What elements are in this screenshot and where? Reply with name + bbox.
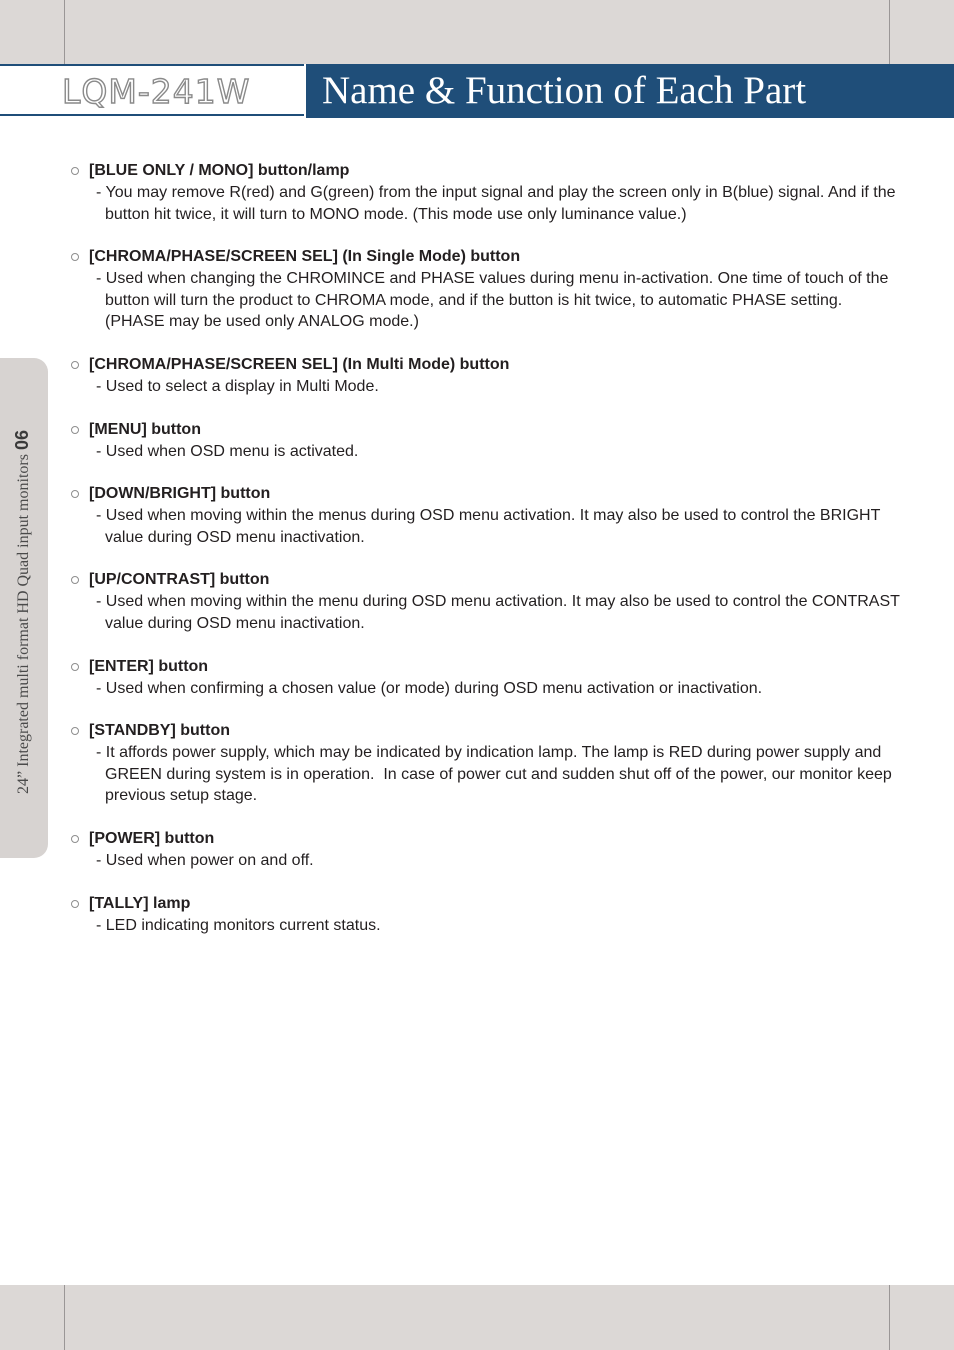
crop-mark	[64, 0, 65, 64]
function-item-title	[70, 354, 900, 376]
circle-bullet-icon	[71, 835, 79, 843]
circle-bullet-icon	[71, 663, 79, 671]
function-item-title-text: [BLUE ONLY / MONO] button/lamp	[89, 162, 350, 179]
crop-mark	[889, 0, 890, 64]
circle-bullet-icon	[71, 426, 79, 434]
function-item-title	[70, 483, 900, 505]
crop-mark	[64, 1285, 65, 1350]
function-item-title	[70, 656, 900, 678]
function-item	[70, 720, 900, 807]
top-margin-band	[0, 0, 954, 64]
page-title-text: Name & Function of Each Part	[322, 69, 807, 112]
function-item-description: - You may remove R(red) and G(green) from the input signal and play the screen only in B(blue) signal. And if the button hit twice, it will turn to MONO mode. (This mode use only luminance value.)	[96, 184, 900, 223]
circle-bullet-icon	[71, 167, 79, 175]
circle-bullet-icon	[71, 490, 79, 498]
function-item	[70, 893, 900, 937]
page-title	[322, 66, 806, 116]
function-item	[70, 569, 905, 634]
circle-bullet-icon	[71, 900, 79, 908]
function-item-title-text: [UP/CONTRAST] button	[89, 571, 270, 589]
function-item-title-text: [DOWN/BRIGHT] button	[89, 485, 271, 503]
function-item-description: - Used when moving within the menu during OSD menu activation. It may also be used to control the CONTRAST value during OSD menu inactivation.	[96, 593, 905, 632]
function-item-title	[70, 720, 900, 742]
side-tab-text: 24” Integrated multi format HD Quad input monitors	[15, 454, 32, 794]
function-item-description: - LED indicating monitors current status.	[96, 916, 381, 934]
function-item	[70, 354, 900, 398]
circle-bullet-icon	[71, 576, 79, 584]
function-item-title	[70, 828, 900, 850]
circle-bullet-icon	[71, 361, 79, 369]
function-item-title	[70, 160, 900, 182]
function-item	[70, 828, 900, 872]
function-item-title	[70, 569, 900, 591]
function-item	[70, 246, 900, 333]
function-item-title-text: [TALLY] lamp	[89, 894, 191, 912]
function-item-title	[70, 246, 900, 268]
circle-bullet-icon	[71, 727, 79, 735]
function-item-description: - Used when moving within the menus during OSD menu activation. It may also be used to control the BRIGHT value during OSD menu inactivation.	[96, 507, 885, 546]
side-tab-label	[12, 372, 36, 852]
function-item-title-text: [ENTER] button	[89, 657, 209, 675]
function-item-title	[70, 893, 900, 915]
function-item-description: - Used to select a display in Multi Mode.	[96, 377, 379, 395]
bottom-margin-band	[0, 1285, 954, 1350]
function-item-title-text: [POWER] button	[89, 829, 215, 847]
function-item-description: - Used when power on and off.	[96, 851, 314, 869]
function-item-note: (PHASE may be used only ANALOG mode.)	[105, 313, 419, 331]
function-item-title-text: [STANDBY] button	[89, 722, 230, 740]
function-item-title-text: [MENU] button	[89, 420, 201, 438]
circle-bullet-icon	[71, 253, 79, 261]
function-item-title-text: [CHROMA/PHASE/SCREEN SEL] (In Multi Mode) button	[89, 355, 510, 373]
function-item	[70, 483, 900, 548]
function-item	[70, 419, 900, 463]
function-item-description: - Used when changing the CHROMINCE and PHASE values during menu in-activation. One time of touch of the button will turn the product to CHROMA mode, and if the button is hit twice, to automatic PHASE setting.	[96, 270, 893, 309]
function-item-description: - Used when OSD menu is activated.	[96, 442, 359, 460]
function-item-title	[70, 419, 900, 441]
function-item-title-text: [CHROMA/PHASE/SCREEN SEL] (In Single Mode) button	[89, 248, 521, 266]
function-item	[70, 656, 900, 700]
function-item	[70, 160, 900, 225]
function-item-description: - Used when confirming a chosen value (or mode) during OSD menu activation or inactivation.	[96, 679, 763, 697]
model-name: LQM-241W	[62, 72, 251, 111]
function-list	[70, 160, 905, 957]
crop-mark	[889, 1285, 890, 1350]
function-item-description: - It affords power supply, which may be indicated by indication lamp. The lamp is RED during power supply and GREEN during system is in operation. In case of power cut and sudden shut off of the power, our monitor keep previous setup stage.	[96, 744, 897, 805]
page-number: 06	[12, 430, 32, 451]
